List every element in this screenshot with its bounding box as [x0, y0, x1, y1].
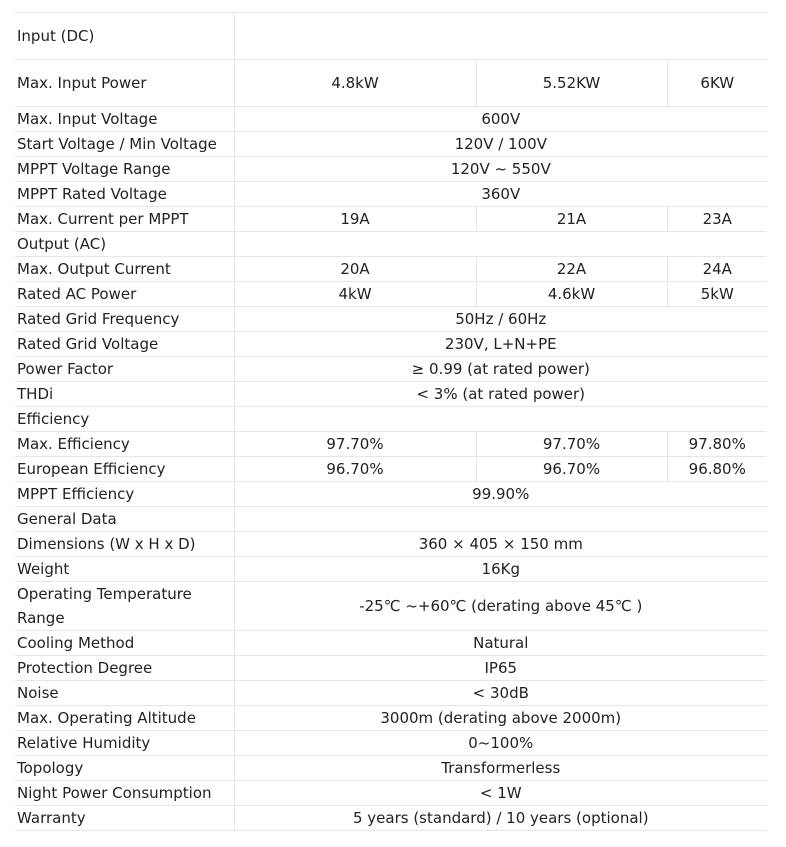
- spec-value-model-2: 97.70%: [476, 432, 667, 457]
- spec-row: [15, 731, 767, 756]
- section-title: General Data: [15, 507, 234, 532]
- spec-row: [15, 656, 767, 681]
- section-empty-cell: [234, 407, 767, 432]
- spec-label: THDi: [15, 382, 234, 407]
- spec-label: Relative Humidity: [15, 731, 234, 756]
- spec-value-model-1: 20A: [234, 257, 476, 282]
- spec-value: 99.90%: [234, 482, 767, 507]
- section-empty-cell: [234, 507, 767, 532]
- spec-row: [15, 332, 767, 357]
- spec-row: [15, 582, 767, 631]
- spec-row: [15, 257, 767, 282]
- spec-row: [15, 781, 767, 806]
- spec-value: 0~100%: [234, 731, 767, 756]
- section-header-row: [15, 407, 767, 432]
- spec-value: 360 × 405 × 150 mm: [234, 532, 767, 557]
- spec-row: [15, 207, 767, 232]
- spec-label: Power Factor: [15, 357, 234, 382]
- spec-value: -25℃ ~+60℃ (derating above 45℃ ): [234, 582, 767, 631]
- spec-value-model-2: 5.52KW: [476, 60, 667, 107]
- spec-value: < 3% (at rated power): [234, 382, 767, 407]
- spec-table: [15, 12, 767, 831]
- spec-value-model-3: 96.80%: [667, 457, 767, 482]
- spec-label: MPPT Efficiency: [15, 482, 234, 507]
- spec-row: [15, 157, 767, 182]
- spec-row: [15, 482, 767, 507]
- spec-value: 120V ~ 550V: [234, 157, 767, 182]
- spec-label: Rated Grid Voltage: [15, 332, 234, 357]
- spec-value: Natural: [234, 631, 767, 656]
- spec-value-model-1: 97.70%: [234, 432, 476, 457]
- section-title: Output (AC): [15, 232, 234, 257]
- spec-row: [15, 282, 767, 307]
- spec-row: [15, 557, 767, 582]
- spec-value-model-3: 5kW: [667, 282, 767, 307]
- spec-value-model-3: 97.80%: [667, 432, 767, 457]
- spec-label: Max. Output Current: [15, 257, 234, 282]
- spec-value-model-3: 23A: [667, 207, 767, 232]
- spec-row: [15, 806, 767, 831]
- spec-row: [15, 107, 767, 132]
- spec-label: Rated Grid Frequency: [15, 307, 234, 332]
- spec-value: ≥ 0.99 (at rated power): [234, 357, 767, 382]
- spec-label: Start Voltage / Min Voltage: [15, 132, 234, 157]
- spec-label: Night Power Consumption: [15, 781, 234, 806]
- spec-row: [15, 756, 767, 781]
- spec-label: Max. Input Voltage: [15, 107, 234, 132]
- spec-label: Max. Operating Altitude: [15, 706, 234, 731]
- spec-value-model-2: 4.6kW: [476, 282, 667, 307]
- spec-row: [15, 182, 767, 207]
- spec-value: 50Hz / 60Hz: [234, 307, 767, 332]
- spec-label: Cooling Method: [15, 631, 234, 656]
- spec-value: IP65: [234, 656, 767, 681]
- spec-value: < 30dB: [234, 681, 767, 706]
- spec-table-container: [15, 12, 767, 831]
- spec-value: Transformerless: [234, 756, 767, 781]
- spec-row: [15, 132, 767, 157]
- spec-value-model-3: 24A: [667, 257, 767, 282]
- spec-label: Max. Current per MPPT: [15, 207, 234, 232]
- spec-value: 120V / 100V: [234, 132, 767, 157]
- spec-value-model-2: 21A: [476, 207, 667, 232]
- section-title: Efficiency: [15, 407, 234, 432]
- spec-value: 360V: [234, 182, 767, 207]
- spec-label: Rated AC Power: [15, 282, 234, 307]
- spec-value-model-1: 19A: [234, 207, 476, 232]
- spec-value: 5 years (standard) / 10 years (optional): [234, 806, 767, 831]
- spec-value: 600V: [234, 107, 767, 132]
- spec-value-model-2: 96.70%: [476, 457, 667, 482]
- section-empty-cell: [234, 232, 767, 257]
- spec-table-body: [15, 13, 767, 831]
- spec-label: Dimensions (W x H x D): [15, 532, 234, 557]
- spec-label: Warranty: [15, 806, 234, 831]
- spec-value: < 1W: [234, 781, 767, 806]
- spec-row: [15, 382, 767, 407]
- section-header-row: [15, 507, 767, 532]
- spec-value-model-3: 6KW: [667, 60, 767, 107]
- spec-row: [15, 357, 767, 382]
- section-title: Input (DC): [15, 13, 234, 60]
- spec-value: 230V, L+N+PE: [234, 332, 767, 357]
- spec-label: Topology: [15, 756, 234, 781]
- spec-value-model-2: 22A: [476, 257, 667, 282]
- spec-row: [15, 706, 767, 731]
- spec-row: [15, 60, 767, 107]
- section-empty-cell: [234, 13, 767, 60]
- spec-label: MPPT Rated Voltage: [15, 182, 234, 207]
- spec-value: 16Kg: [234, 557, 767, 582]
- spec-label: Noise: [15, 681, 234, 706]
- section-header-row: [15, 232, 767, 257]
- spec-value-model-1: 4.8kW: [234, 60, 476, 107]
- spec-label: European Efficiency: [15, 457, 234, 482]
- spec-row: [15, 631, 767, 656]
- spec-label: Max. Efficiency: [15, 432, 234, 457]
- spec-value-model-1: 4kW: [234, 282, 476, 307]
- spec-label: Operating Temperature Range: [15, 582, 234, 631]
- spec-row: [15, 307, 767, 332]
- spec-label: Max. Input Power: [15, 60, 234, 107]
- spec-label: Protection Degree: [15, 656, 234, 681]
- section-header-row: [15, 13, 767, 60]
- spec-value: 3000m (derating above 2000m): [234, 706, 767, 731]
- spec-value-model-1: 96.70%: [234, 457, 476, 482]
- spec-row: [15, 681, 767, 706]
- spec-row: [15, 532, 767, 557]
- spec-label: MPPT Voltage Range: [15, 157, 234, 182]
- spec-row: [15, 457, 767, 482]
- spec-row: [15, 432, 767, 457]
- spec-label: Weight: [15, 557, 234, 582]
